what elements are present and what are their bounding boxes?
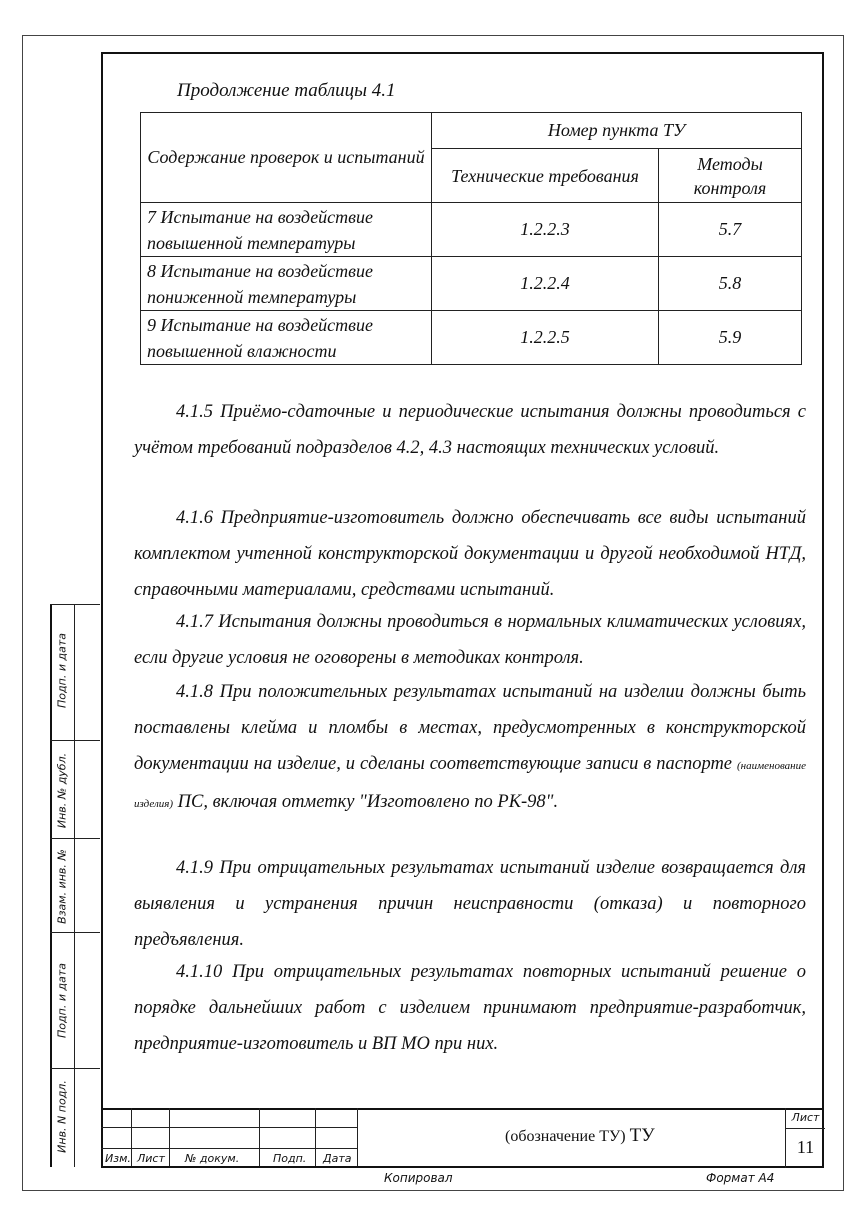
footer-copied: Копировал <box>384 1171 453 1185</box>
title-block-row <box>101 1148 357 1149</box>
paragraph-4-1-5: 4.1.5 Приёмо-сдаточные и периодические испытания должны проводиться с учётом требований подразделов 4.2, 4.3 настоящих технических условий. <box>134 402 806 458</box>
label-list: Лист <box>137 1152 165 1165</box>
table-row <box>141 203 802 257</box>
test-table <box>140 112 802 365</box>
side-label-sign-date: Подп. и дата <box>55 633 69 708</box>
side-label-inv-dubl: Инв. № дубл. <box>55 752 69 829</box>
header-tu-section: Номер пункта ТУ <box>432 113 802 149</box>
side-label-inv-podl: Инв. N подл. <box>55 1080 69 1153</box>
title-block-top <box>101 1108 824 1110</box>
document-designation: (обозначение ТУ) ТУ <box>505 1125 655 1146</box>
table-row <box>141 311 802 365</box>
title-block-col <box>131 1108 132 1166</box>
paragraph-4-1-6: 4.1.6 Предприятие-изготовитель должно обеспечивать все виды испытаний комплектом учтенной конструкторской документации и другой необходимой НТД, справочными материалами, средствами испытаний. <box>134 508 806 600</box>
paragraph-4-1-8: 4.1.8 При положительных результатах испытаний на изделии должны быть поставлены клейма и пломбы в местах, предусмотренных в конструкторской документации на изделие, и сделаны соответствующие записи в паспорте (наименование изделия) ПС, включая отметку "Изготовлено по РК-98". <box>134 682 807 812</box>
sheet-box <box>785 1108 825 1168</box>
label-doc-no: № докум. <box>185 1152 240 1165</box>
sheet-label: Лист <box>786 1108 825 1129</box>
label-sign: Подп. <box>273 1152 307 1165</box>
header-requirements: Технические требования <box>432 149 659 203</box>
title-block-col <box>169 1108 170 1166</box>
footer-format: Формат А4 <box>706 1171 775 1185</box>
side-stamp-divider <box>74 604 75 1167</box>
label-date: Дата <box>323 1152 352 1165</box>
test-description: 8 Испытание на воздействие пониженной температуры <box>141 257 432 311</box>
paragraph-4-1-9: 4.1.9 При отрицательных результатах испытаний изделие возвращается для выявления и устранения причин неисправности (отказа) и повторного предъявления. <box>134 858 806 950</box>
requirement-ref: 1.2.2.3 <box>432 203 659 257</box>
paragraph-4-1-10: 4.1.10 При отрицательных результатах повторных испытаний решение о порядке дальнейших работ с изделием принимают предприятие-разработчик, предприятие-изготовитель и ВП МО при них. <box>134 962 806 1054</box>
method-ref: 5.8 <box>659 257 802 311</box>
requirement-ref: 1.2.2.5 <box>432 311 659 365</box>
title-block-col <box>259 1108 260 1166</box>
product-name-note: (наименование изделия) <box>134 760 807 810</box>
requirement-ref: 1.2.2.4 <box>432 257 659 311</box>
side-label-sign-date-2: Подп. и дата <box>55 963 69 1038</box>
side-line <box>50 604 100 605</box>
title-block-col <box>357 1108 358 1166</box>
method-ref: 5.9 <box>659 311 802 365</box>
table-caption: Продолжение таблицы 4.1 <box>177 80 396 101</box>
paragraph-4-1-7: 4.1.7 Испытания должны проводиться в нормальных климатических условиях, если другие условия не оговорены в методиках контроля. <box>134 612 806 668</box>
table-row <box>141 257 802 311</box>
header-methods: Методы контроля <box>659 149 802 203</box>
title-block-col <box>315 1108 316 1166</box>
title-block-row <box>101 1127 357 1128</box>
method-ref: 5.7 <box>659 203 802 257</box>
header-content: Содержание проверок и испытаний <box>141 113 432 203</box>
sheet-number: 11 <box>796 1137 815 1157</box>
side-label-vzam-inv: Взам. инв. № <box>55 849 69 924</box>
test-description: 7 Испытание на воздействие повышенной температуры <box>141 203 432 257</box>
title-block <box>101 1108 824 1168</box>
test-description: 9 Испытание на воздействие повышенной влажности <box>141 311 432 365</box>
label-izm: Изм. <box>105 1152 131 1165</box>
